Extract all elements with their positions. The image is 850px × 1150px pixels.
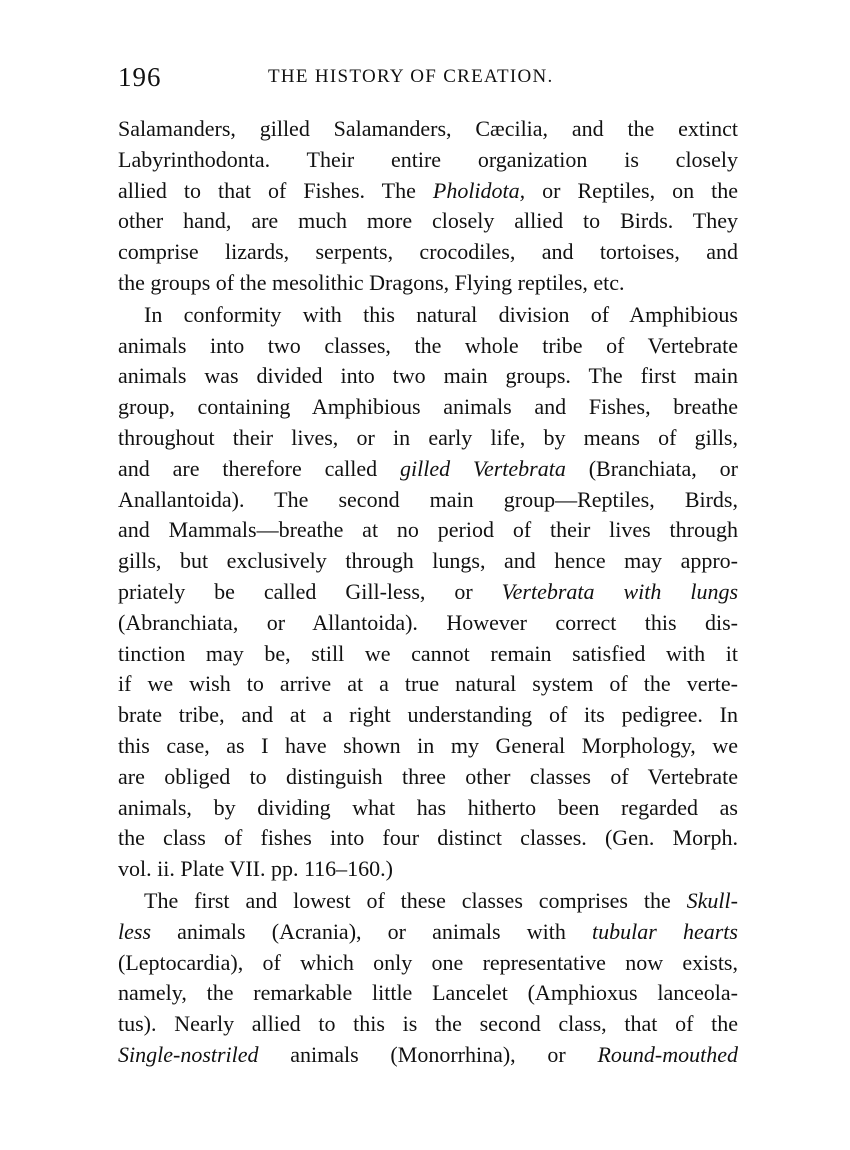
text-run: animals (Acrania), or animals with <box>151 918 593 944</box>
italic-text: Round-mouthed <box>597 1041 738 1067</box>
text-run: animals into two classes, the whole tribe of Vertebrate <box>118 332 738 358</box>
text-run: priately be called Gill-less, or <box>118 578 502 604</box>
body-text <box>118 114 738 1071</box>
italic-text: less <box>118 918 151 944</box>
text-run: the groups of the mesolithic Dragons, Flying reptiles, etc. <box>118 269 625 295</box>
text-run: if we wish to arrive at a true natural system of the verte- <box>118 671 738 697</box>
page-number: 196 <box>118 62 162 92</box>
text-line <box>118 762 738 793</box>
text-line <box>118 608 738 639</box>
text-line <box>118 886 738 917</box>
paragraph <box>118 114 738 299</box>
text-run: (Branchiata, or <box>565 455 738 481</box>
text-run: this case, as I have shown in my General Morphology, we <box>118 732 738 758</box>
text-line <box>118 854 738 885</box>
running-title: THE HISTORY OF CREATION. <box>268 66 554 87</box>
text-run: gills, but exclusively through lungs, and hence may appro- <box>118 548 738 574</box>
italic-text: Pholidota, <box>432 177 526 203</box>
text-run: vol. ii. Plate VII. pp. 116–160.) <box>118 856 393 882</box>
text-line <box>118 1009 738 1040</box>
text-line <box>118 268 738 299</box>
text-line <box>118 145 738 176</box>
text-line <box>118 546 738 577</box>
text-run: animals was divided into two main groups. The first main <box>118 363 738 389</box>
text-run: animals, by dividing what has hitherto been regarded as <box>118 794 738 820</box>
text-line <box>118 176 738 207</box>
page-header <box>118 62 738 94</box>
text-line <box>118 485 738 516</box>
text-line <box>118 237 738 268</box>
italic-text: gilled Vertebrata <box>399 455 566 481</box>
text-run: Salamanders, gilled Salamanders, Cæcilia, and the extinct <box>118 116 738 141</box>
text-run: tinction may be, still we cannot remain satisfied with it <box>118 640 738 666</box>
text-line <box>118 978 738 1009</box>
text-run: throughout their lives, or in early life, by means of gills, <box>118 424 738 450</box>
text-run: or Reptiles, on the <box>525 177 738 203</box>
text-line <box>118 731 738 762</box>
text-run: Anallantoida). The second main group—Reptiles, Birds, <box>118 486 738 512</box>
text-line <box>118 1040 738 1071</box>
text-run: group, containing Amphibious animals and Fishes, breathe <box>118 394 738 420</box>
text-run: Labyrinthodonta. Their entire organization is closely <box>118 146 738 172</box>
text-line <box>118 948 738 979</box>
text-line <box>118 206 738 237</box>
italic-text: Single-nostriled <box>118 1041 259 1067</box>
text-line <box>118 700 738 731</box>
text-line <box>118 361 738 392</box>
text-line <box>118 114 738 145</box>
text-line <box>118 823 738 854</box>
text-run: namely, the remarkable little Lancelet (Amphioxus lanceola- <box>118 980 738 1006</box>
text-run: comprise lizards, serpents, crocodiles, and tortoises, and <box>118 239 738 265</box>
text-line <box>118 639 738 670</box>
text-run: the class of fishes into four distinct classes. (Gen. Morph. <box>118 825 738 851</box>
paragraph <box>118 300 738 885</box>
text-run: (Leptocardia), of which only one representative now exists, <box>118 949 738 975</box>
italic-text: tubular hearts <box>592 918 738 944</box>
text-run: and are therefore called <box>118 455 400 481</box>
text-line <box>118 454 738 485</box>
text-line <box>118 515 738 546</box>
text-line <box>118 423 738 454</box>
paragraph <box>118 886 738 1071</box>
italic-text: Vertebrata with lungs <box>501 578 738 604</box>
text-run: The first and lowest of these classes comprises the <box>144 887 687 913</box>
text-line <box>118 331 738 362</box>
text-line <box>118 392 738 423</box>
text-run: other hand, are much more closely allied to Birds. They <box>118 208 738 234</box>
text-run: In conformity with this natural division of Amphibious <box>144 301 738 327</box>
italic-text: Skull- <box>686 887 738 913</box>
text-run: animals (Monorrhina), or <box>258 1041 598 1067</box>
text-run: tus). Nearly allied to this is the second class, that of the <box>118 1011 738 1037</box>
text-run: and Mammals—breathe at no period of their lives through <box>118 517 738 543</box>
text-run: (Abranchiata, or Allantoida). However correct this dis- <box>118 609 738 635</box>
text-run: are obliged to distinguish three other classes of Vertebrate <box>118 763 738 789</box>
text-line <box>118 917 738 948</box>
text-run: allied to that of Fishes. The <box>118 177 433 203</box>
text-run: brate tribe, and at a right understanding of its pedigree. In <box>118 702 738 728</box>
text-line <box>118 300 738 331</box>
text-line <box>118 577 738 608</box>
text-line <box>118 793 738 824</box>
text-line <box>118 669 738 700</box>
